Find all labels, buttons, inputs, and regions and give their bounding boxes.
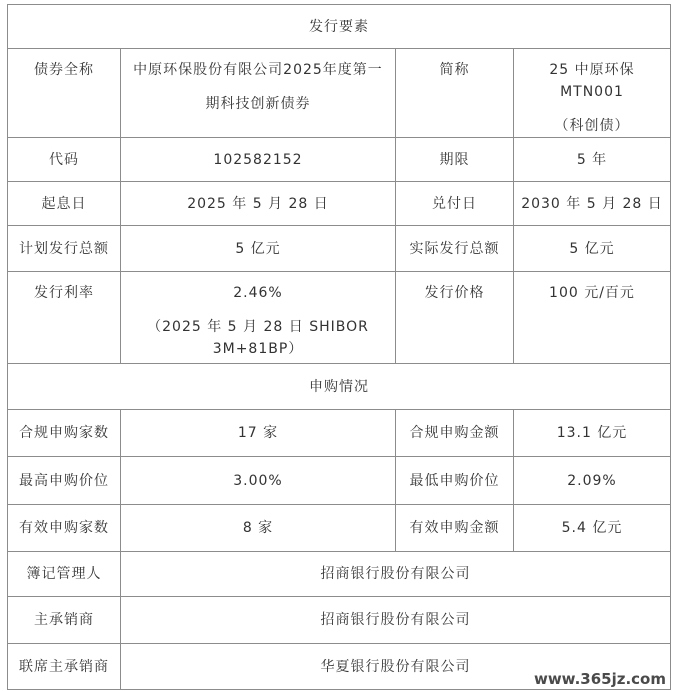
planned-amount-label: 计划发行总额 xyxy=(8,226,121,272)
joint-underwriter-label: 联席主承销商 xyxy=(8,644,121,690)
valid-amount-label: 有效申购金额 xyxy=(396,505,514,552)
rate-value xyxy=(121,272,396,364)
min-price: 2.09% xyxy=(514,457,671,505)
compliant-amount-label: 合规申购金额 xyxy=(396,410,514,457)
compliant-count-label: 合规申购家数 xyxy=(8,410,121,457)
bookrunner-value: 招商银行股份有限公司 xyxy=(121,552,671,597)
issue-section-header-row xyxy=(8,5,671,49)
date-row xyxy=(8,182,671,226)
min-price-label: 最低申购价位 xyxy=(396,457,514,505)
rate-row xyxy=(8,272,671,364)
valid-amount: 5.4 亿元 xyxy=(514,505,671,552)
rate-percent: 2.46% xyxy=(233,285,283,301)
valid-row xyxy=(8,505,671,552)
price-value: 100 元/百元 xyxy=(514,272,671,364)
value-date: 2025 年 5 月 28 日 xyxy=(121,182,396,226)
line-gap xyxy=(518,103,666,115)
compliant-count: 17 家 xyxy=(121,410,396,457)
full-name-line1: 中原环保股份有限公司2025年度第一 xyxy=(133,62,383,78)
code-row xyxy=(8,138,671,182)
bookrunner-row xyxy=(8,552,671,597)
site-watermark: www.365jz.com xyxy=(531,670,669,688)
lead-underwriter-row xyxy=(8,597,671,644)
maturity-date-label: 兑付日 xyxy=(396,182,514,226)
line-gap xyxy=(125,304,391,316)
amount-row xyxy=(8,226,671,272)
term-value: 5 年 xyxy=(514,138,671,182)
bond-issuance-table xyxy=(7,4,671,690)
lead-underwriter-value: 招商银行股份有限公司 xyxy=(121,597,671,644)
price-range-row xyxy=(8,457,671,505)
compliant-row xyxy=(8,410,671,457)
actual-amount: 5 亿元 xyxy=(514,226,671,272)
subscription-section-title: 申购情况 xyxy=(8,364,671,410)
planned-amount: 5 亿元 xyxy=(121,226,396,272)
compliant-amount: 13.1 亿元 xyxy=(514,410,671,457)
max-price-label: 最高申购价位 xyxy=(8,457,121,505)
valid-count-label: 有效申购家数 xyxy=(8,505,121,552)
rate-label: 发行利率 xyxy=(8,272,121,364)
max-price: 3.00% xyxy=(121,457,396,505)
full-name-value xyxy=(121,49,396,138)
lead-underwriter-label: 主承销商 xyxy=(8,597,121,644)
full-name-row xyxy=(8,49,671,138)
issue-section-title: 发行要素 xyxy=(8,5,671,49)
actual-amount-label: 实际发行总额 xyxy=(396,226,514,272)
code-label: 代码 xyxy=(8,138,121,182)
short-name-line2: （科创债） xyxy=(554,118,630,134)
short-name-value xyxy=(514,49,671,138)
full-name-line2: 期科技创新债券 xyxy=(205,96,311,112)
line-gap xyxy=(125,81,391,93)
subscription-section-header-row xyxy=(8,364,671,410)
price-label: 发行价格 xyxy=(396,272,514,364)
short-name-label: 简称 xyxy=(396,49,514,138)
valid-count: 8 家 xyxy=(121,505,396,552)
rate-note: （2025 年 5 月 28 日 SHIBOR 3M+81BP） xyxy=(147,319,369,357)
full-name-label: 债券全称 xyxy=(8,49,121,138)
joint-underwriter-value: 华夏银行股份有限公司 xyxy=(121,644,671,690)
bookrunner-label: 簿记管理人 xyxy=(8,552,121,597)
value-date-label: 起息日 xyxy=(8,182,121,226)
short-name-line1: 25 中原环保 MTN001 xyxy=(549,62,635,100)
term-label: 期限 xyxy=(396,138,514,182)
maturity-date: 2030 年 5 月 28 日 xyxy=(514,182,671,226)
code-value: 102582152 xyxy=(121,138,396,182)
